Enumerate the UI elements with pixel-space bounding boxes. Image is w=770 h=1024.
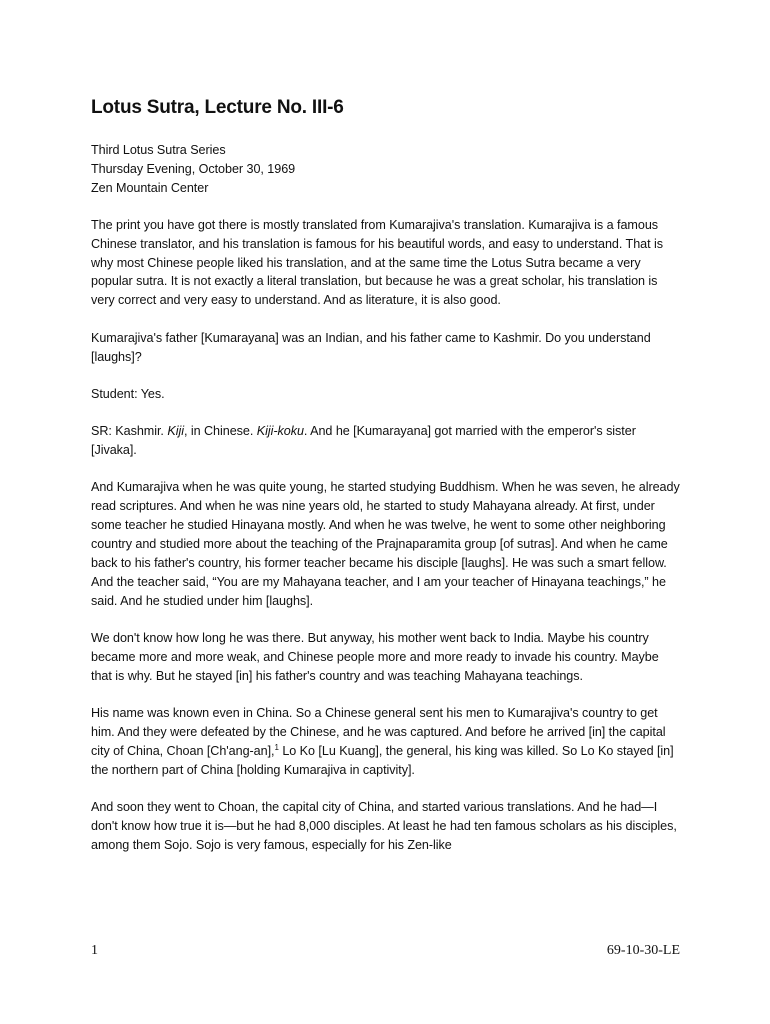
page-title: Lotus Sutra, Lecture No. III-6 [91,97,344,118]
paragraph-4 [91,422,681,460]
paragraph-8: And soon they went to Choan, the capital city of China, and started various translations. And he had—I don't know how true it is—but he had 8,000 disciples. At least he had ten famous scholars as his disciples, among them Sojo. Sojo is very famous, especially for his Zen-like [91,800,677,853]
paragraph-4-text-c: , in Chinese. [183,424,257,439]
document-body [91,96,681,855]
paragraph-4-text-a: SR: Kashmir. [91,424,168,439]
date-line: Thursday Evening, October 30, 1969 [91,161,296,176]
paragraph-2: Kumarajiva's father [Kumarayana] was an Indian, and his father came to Kashmir. Do you understand [laughs]? [91,330,651,364]
document-code: 69-10-30-LE [606,943,680,958]
paragraph-7-text-a: His name was known even in China. So a Chinese general sent his men to Kumarajiva's country to get him. And they were defeated by the Chinese, and he was captured. And before he arrived [in] the capital city of China, Choan [Ch'ang-an], [91,706,666,758]
paragraph-6: We don't know how long he was there. But anyway, his mother went back to India. Maybe his country became more and more weak, and Chinese people more and more ready to invade his country. Maybe that is why. But he stayed [in] his father's country and was teaching Mahayana teachings. [91,631,659,683]
paragraph-5: And Kumarajiva when he was quite young, he started studying Buddhism. When he was seven, he already read scriptures. And when he was nine years old, he started to study Mahayana already. At first, under some teacher he studied Hinayana mostly. And when he was twelve, he went to some other neighboring country and studied more about the teaching of the Prajnaparamita group [of sutras]. And when he came back to his father's country, his former teacher became his disciple [laughs]. He was such a smart fellow. And the teacher said, “You are my Mahayana teacher, and I am your teacher of Hinayana teachings,” he said. And he studied under him [laughs]. [91,480,680,608]
paragraph-3: Student: Yes. [91,386,165,401]
place-line: Zen Mountain Center [91,180,209,195]
paragraph-7 [91,704,681,780]
footnote-marker: 1 [274,742,279,752]
paragraph-7-text-b: Lo Ko [Lu Kuang], the general, his king was killed. So Lo Ko stayed [in] the northern part of China [holding Kumarajiva in captivity]. [91,744,674,777]
series-line: Third Lotus Sutra Series [91,143,226,157]
lecture-meta [91,141,681,198]
paragraph-4-text-e: . And he [Kumarayana] got married with the emperor's sister [Jivaka]. [91,424,636,458]
paragraph-1: The print you have got there is mostly translated from Kumarajiva's translation. Kumarajiva is a famous Chinese translator, and his translation is famous for his beautiful words, and easy to understand. That is why most Chinese people liked his translation, and at the same time the Lotus Sutra became a very popular sutra. It is not exactly a literal translation, but because he was a great scholar, his translation is very correct and very easy to understand. And as literature, it is also good. [91,217,664,308]
paragraph-4-italic-kiji: Kiji [167,424,184,439]
paragraph-4-italic-kiji-koku: Kiji-koku [256,424,304,439]
page-number: 1 [91,943,98,958]
